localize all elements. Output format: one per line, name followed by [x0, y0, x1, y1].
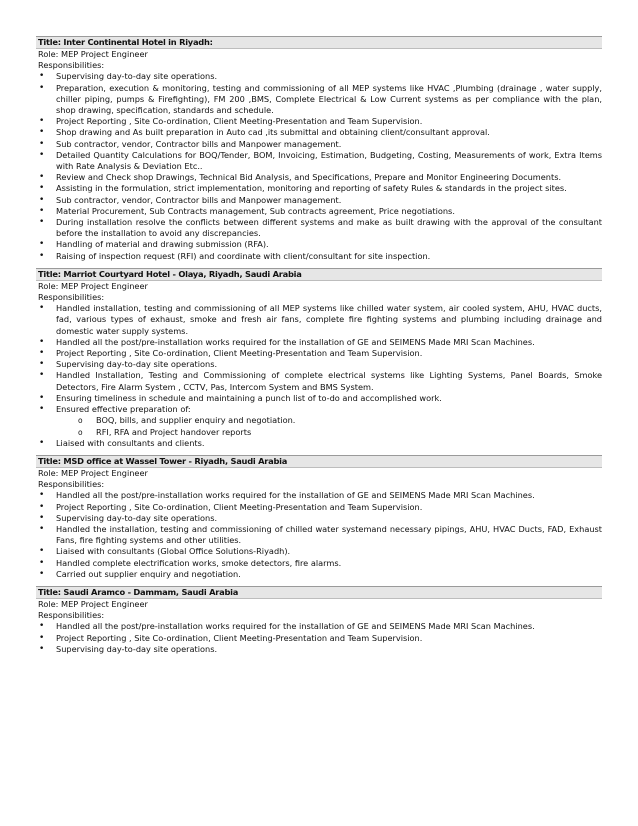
- project-title: Title: Saudi Aramco - Dammam, Saudi Arabia: [36, 586, 602, 599]
- list-item: • Handling of material and drawing submission (RFA).: [36, 239, 602, 250]
- list-item: • Handled all the post/pre-installation works required for the installation of GE and SEIMENS Made MRI Scan Machines.: [36, 490, 602, 501]
- list-item: • Ensuring timeliness in schedule and maintaining a punch list of to-do and accomplished work.: [36, 393, 602, 404]
- list-item: • Material Procurement, Sub Contracts management, Sub contracts agreement, Price negotiations.: [36, 206, 602, 217]
- list-item: • Project Reporting , Site Co-ordination, Client Meeting-Presentation and Team Supervision.: [36, 116, 602, 127]
- responsibilities-list: [36, 490, 602, 580]
- list-item: • Assisting in the formulation, strict implementation, monitoring and reporting of safety Rules & standards in the project sites.: [36, 183, 602, 194]
- list-item: • Supervising day-to-day site operations.: [36, 359, 602, 370]
- list-item: • Raising of inspection request (RFI) and coordinate with client/consultant for site inspection.: [36, 251, 602, 262]
- sub-list: [36, 415, 602, 437]
- list-item: • Preparation, execution & monitoring, testing and commissioning of all MEP systems like HVAC ,Plumbing (drainage , water supply, chiller piping, pumps & Firefighting), FM 200 ,BMS, Complete Electrical & Low Current systems as per compliance with the plan, shop drawing, specification, standards and schedule.: [36, 83, 602, 117]
- responsibilities-label: Responsibilities:: [38, 479, 105, 490]
- project-role: Role: MEP Project Engineer: [38, 280, 148, 291]
- list-item: • Supervising day-to-day site operations.: [36, 71, 602, 82]
- list-item: • Ensured effective preparation of:: [36, 404, 602, 415]
- list-item: • Sub contractor, vendor, Contractor bills and Manpower management.: [36, 195, 602, 206]
- responsibilities-label: Responsibilities:: [38, 292, 105, 303]
- list-item: • Handled complete electrification works, smoke detectors, fire alarms.: [36, 558, 602, 569]
- list-item: • Supervising day-to-day site operations.: [36, 513, 602, 524]
- list-item: • Detailed Quantity Calculations for BOQ/Tender, BOM, Invoicing, Estimation, Budgeting, Costing, Measurements of work, Extra Items with Rate Analysis & Deviation Etc..: [36, 150, 602, 172]
- sub-list-item: o RFI, RFA and Project handover reports: [36, 427, 602, 438]
- sub-list-item: o BOQ, bills, and supplier enquiry and negotiation.: [36, 415, 602, 426]
- list-item: • Project Reporting , Site Co-ordination, Client Meeting-Presentation and Team Supervision.: [36, 502, 602, 513]
- responsibilities-label: Responsibilities:: [38, 60, 105, 71]
- list-item: • Handled Installation, Testing and Commissioning of complete electrical systems like Lighting Systems, Panel Boards, Smoke Detectors, Fire Alarm System , CCTV, Pas, Intercom System and BMS System.: [36, 370, 602, 392]
- responsibilities-list: [36, 621, 602, 655]
- project-section-intercontinental: [36, 36, 602, 262]
- list-item: • Handled all the post/pre-installation works required for the installation of GE and SEIMENS Made MRI Scan Machines.: [36, 337, 602, 348]
- responsibilities-list-continued: [36, 438, 602, 449]
- list-item: • Liaised with consultants (Global Office Solutions-Riyadh).: [36, 546, 602, 557]
- resume-page: [36, 36, 602, 661]
- list-item: • Sub contractor, vendor, Contractor bills and Manpower management.: [36, 139, 602, 150]
- project-role: Role: MEP Project Engineer: [38, 49, 148, 59]
- list-item: • Project Reporting , Site Co-ordination, Client Meeting-Presentation and Team Supervision.: [36, 633, 602, 644]
- responsibilities-list: [36, 303, 602, 415]
- list-item: • Handled all the post/pre-installation works required for the installation of GE and SEIMENS Made MRI Scan Machines.: [36, 621, 602, 632]
- list-item: • Review and Check shop Drawings, Technical Bid Analysis, and Specifications, Prepare and Monitor Engineering Documents.: [36, 172, 602, 183]
- project-role: Role: MEP Project Engineer: [38, 467, 148, 478]
- project-title: Title: Inter Continental Hotel in Riyadh:: [36, 36, 602, 49]
- list-item: • Project Reporting , Site Co-ordination, Client Meeting-Presentation and Team Supervision.: [36, 348, 602, 359]
- responsibilities-list: [36, 71, 602, 261]
- project-section-msd-wassel: [36, 455, 602, 580]
- list-item: • Handled the installation, testing and commissioning of chilled water systemand necessary pipings, AHU, HVAC Ducts, FAD, Exhaust Fans, fire fighting systems and other utilities.: [36, 524, 602, 546]
- project-section-marriott: [36, 268, 602, 449]
- responsibilities-label: Responsibilities:: [38, 610, 105, 621]
- project-title: Title: MSD office at Wassel Tower - Riyadh, Saudi Arabia: [36, 455, 602, 468]
- project-title: Title: Marriot Courtyard Hotel - Olaya, Riyadh, Saudi Arabia: [36, 268, 602, 281]
- project-role: Role: MEP Project Engineer: [38, 598, 148, 609]
- project-section-saudi-aramco: [36, 586, 602, 655]
- list-item: • Liaised with consultants and clients.: [36, 438, 602, 449]
- list-item: • Shop drawing and As built preparation in Auto cad ,its submittal and obtaining client/consultant approval.: [36, 127, 602, 138]
- list-item: • Supervising day-to-day site operations.: [36, 644, 602, 655]
- list-item: • During installation resolve the conflicts between different systems and make as built drawing with the approval of the consultant before the installation to avoid any discrepancies.: [36, 217, 602, 239]
- list-item: • Handled installation, testing and commissioning of all MEP systems like chilled water system, air cooled system, AHU, HVAC ducts, fad, various types of exhaust, smoke and fresh air fans, complete fire fighting systems and plumbing including drainage and domestic water supply systems.: [36, 303, 602, 337]
- list-item: • Carried out supplier enquiry and negotiation.: [36, 569, 602, 580]
